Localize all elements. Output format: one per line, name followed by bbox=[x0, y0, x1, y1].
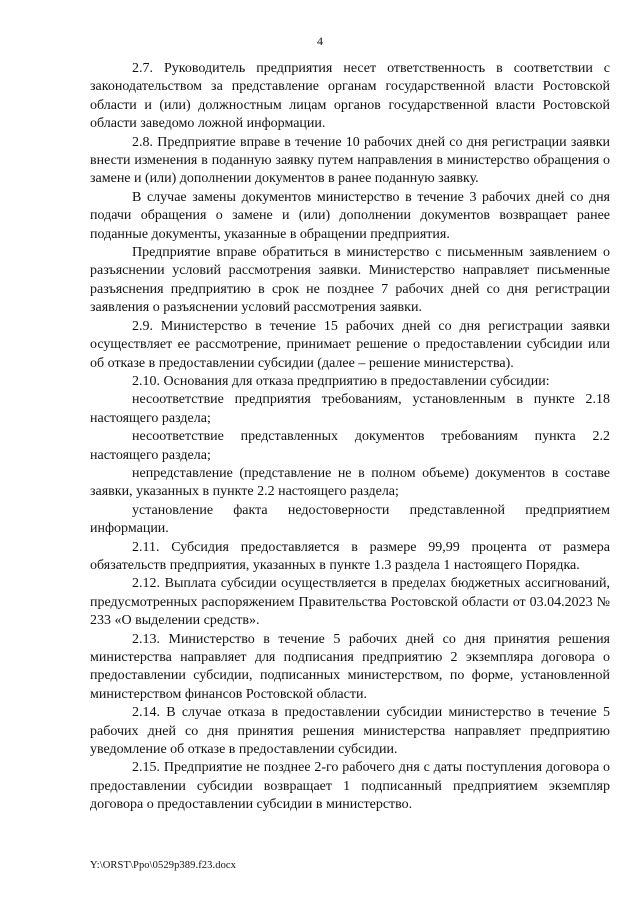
paragraph-2-8-replacement: В случае замены документов министерство в течение 3 рабочих дней со дня подачи обращения о замене и (или) дополнении документов возвращает ранее поданные документы, указанные в обращении предприятия. bbox=[90, 189, 610, 242]
paragraph-2-14: 2.14. В случае отказа в предоставлении субсидии министерство в течение 5 рабочих дней со дня принятия решения министерства направляет предприятию уведомление об отказе в предоставлении субсидии. bbox=[90, 705, 610, 758]
refusal-ground-2: несоответствие представленных документов требованиям пункта 2.2 настоящего раздела; bbox=[90, 429, 610, 463]
paragraph-2-12: 2.12. Выплата субсидии осуществляется в пределах бюджетных ассигнований, предусмотренных распоряжением Правительства Ростовской области от 03.04.2023 № 233 «О выделении средств». bbox=[90, 576, 610, 629]
refusal-ground-3: непредставление (представление не в полном объеме) документов в составе заявки, указанных в пункте 2.2 настоящего раздела; bbox=[90, 465, 610, 500]
paragraph-2-8: 2.8. Предприятие вправе в течение 10 рабочих дней со дня регистрации заявки внести изменения в поданную заявку путем направления в министерство обращения о замене и (или) дополнении документов в ранее поданную заявку. bbox=[90, 134, 610, 187]
document-body bbox=[90, 60, 610, 815]
paragraph-2-10: 2.10. Основания для отказа предприятию в предоставлении субсидии: bbox=[132, 373, 550, 389]
paragraph-2-13: 2.13. Министерство в течение 5 рабочих дней со дня принятия решения министерства направляет для подписания предприятию 2 экземпляра договора о предоставлении субсидии, подписанных министерством, по форме, установленной министерством финансов Ростовской области. bbox=[90, 631, 610, 702]
paragraph-2-8-clarification: Предприятие вправе обратиться в министерство с письменным заявлением о разъяснении условий рассмотрения заявки. Министерство направляет письменные разъяснения предприятию в срок не позднее 7 рабочих дней со дня регистрации заявления о разъяснении условий рассмотрения заявки. bbox=[90, 245, 610, 316]
paragraph-2-11: 2.11. Субсидия предоставляется в размере 99,99 процента от размера обязательств предприятия, указанных в пункте 1.3 раздела 1 настоящего Порядка. bbox=[90, 539, 610, 573]
page-number: 4 bbox=[317, 34, 323, 48]
paragraph-2-7: 2.7. Руководитель предприятия несет ответственность в соответствии с законодательством за представление органам государственной власти Ростовской области и (или) должностным лицам органов государственной власти Ростовской области заведомо ложной информации. bbox=[90, 61, 610, 132]
footer-file-path: Y:\ORST\Ppo\0529p389.f23.docx bbox=[90, 860, 237, 871]
refusal-ground-1: несоответствие предприятия требованиям, установленным в пункте 2.18 настоящего раздела; bbox=[90, 392, 610, 426]
paragraph-2-9: 2.9. Министерство в течение 15 рабочих дней со дня регистрации заявки осуществляет ее рассмотрение, принимает решение о предоставлении субсидии или об отказе в предоставлении субсидии (далее – решение министерства). bbox=[90, 318, 610, 371]
paragraph-2-15: 2.15. Предприятие не позднее 2-го рабочего дня с даты поступления договора о предоставлении субсидии возвращает 1 подписанный предприятием экземпляр договора о предоставлении субсидии в министерство. bbox=[90, 760, 610, 813]
refusal-ground-4: установление факта недостоверности представленной предприятием информации. bbox=[90, 502, 610, 537]
